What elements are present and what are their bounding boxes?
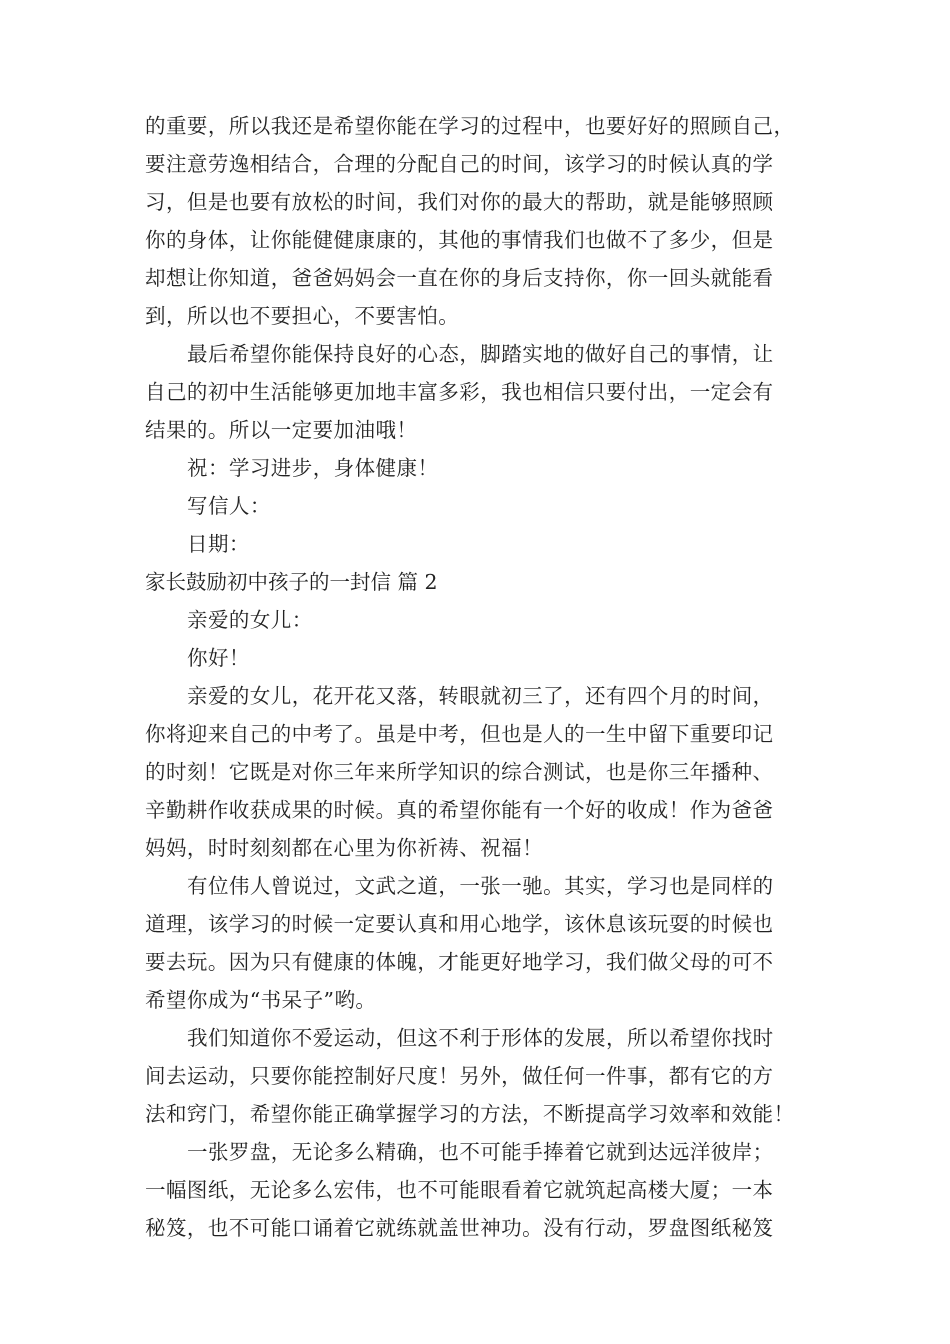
text-line: 妈妈，时时刻刻都在心里为你祈祷、祝福！ bbox=[145, 836, 544, 860]
text-line: 要注意劳逸相结合，合理的分配自己的时间，该学习的时候认真的学 bbox=[145, 152, 774, 176]
text-line: 到，所以也不要担心，不要害怕。 bbox=[145, 304, 460, 328]
text-line: 的时刻！它既是对你三年来所学知识的综合测试，也是你三年播种、 bbox=[145, 760, 774, 784]
text-line: 你的身体，让你能健健康康的，其他的事情我们也做不了多少，但是 bbox=[145, 228, 774, 252]
section-heading: 家长鼓励初中孩子的一封信 篇 2 bbox=[145, 570, 438, 594]
text-line: 间去运动，只要你能控制好尺度！另外，做任何一件事，都有它的方 bbox=[145, 1064, 774, 1088]
text-line: 你将迎来自己的中考了。虽是中考，但也是人的一生中留下重要印记 bbox=[145, 722, 774, 746]
text-line: 却想让你知道，爸爸妈妈会一直在你的身后支持你，你一回头就能看 bbox=[145, 266, 774, 290]
text-line: 亲爱的女儿，花开花又落，转眼就初三了，还有四个月的时间， bbox=[187, 684, 774, 708]
text-line: 一幅图纸，无论多么宏伟，也不可能眼看着它就筑起高楼大厦；一本 bbox=[145, 1178, 774, 1202]
text-line: 有位伟人曾说过，文武之道，一张一驰。其实，学习也是同样的 bbox=[187, 874, 774, 898]
letter-writer: 写信人： bbox=[187, 494, 271, 518]
text-line: 一张罗盘，无论多么精确，也不可能手捧着它就到达远洋彼岸； bbox=[187, 1140, 774, 1164]
letter-date: 日期： bbox=[187, 532, 250, 556]
text-line: 的重要，所以我还是希望你能在学习的过程中，也要好好的照顾自己， bbox=[145, 114, 795, 138]
text-line: 要去玩。因为只有健康的体魄，才能更好地学习，我们做父母的可不 bbox=[145, 950, 774, 974]
text-line: 自己的初中生活能够更加地丰富多彩，我也相信只要付出，一定会有 bbox=[145, 380, 774, 404]
text-line: 法和窍门，希望你能正确掌握学习的方法，不断提高学习效率和效能！ bbox=[145, 1102, 795, 1126]
text-line: 结果的。所以一定要加油哦！ bbox=[145, 418, 418, 442]
text-line: 我们知道你不爱运动，但这不利于形体的发展，所以希望你找时 bbox=[187, 1026, 774, 1050]
text-line: 最后希望你能保持良好的心态，脚踏实地的做好自己的事情，让 bbox=[187, 342, 774, 366]
text-line: 秘笈，也不可能口诵着它就练就盖世神功。没有行动，罗盘图纸秘笈 bbox=[145, 1216, 774, 1240]
text-line: 希望你成为“书呆子”哟。 bbox=[145, 988, 377, 1012]
greeting: 你好！ bbox=[187, 646, 250, 670]
closing-wish: 祝：学习进步，身体健康！ bbox=[187, 456, 439, 480]
salutation: 亲爱的女儿： bbox=[187, 608, 313, 632]
text-line: 道理，该学习的时候一定要认真和用心地学，该休息该玩耍的时候也 bbox=[145, 912, 774, 936]
text-line: 习，但是也要有放松的时间，我们对你的最大的帮助，就是能够照顾 bbox=[145, 190, 774, 214]
document-body bbox=[145, 107, 809, 1247]
text-line: 辛勤耕作收获成果的时候。真的希望你能有一个好的收成！作为爸爸 bbox=[145, 798, 774, 822]
